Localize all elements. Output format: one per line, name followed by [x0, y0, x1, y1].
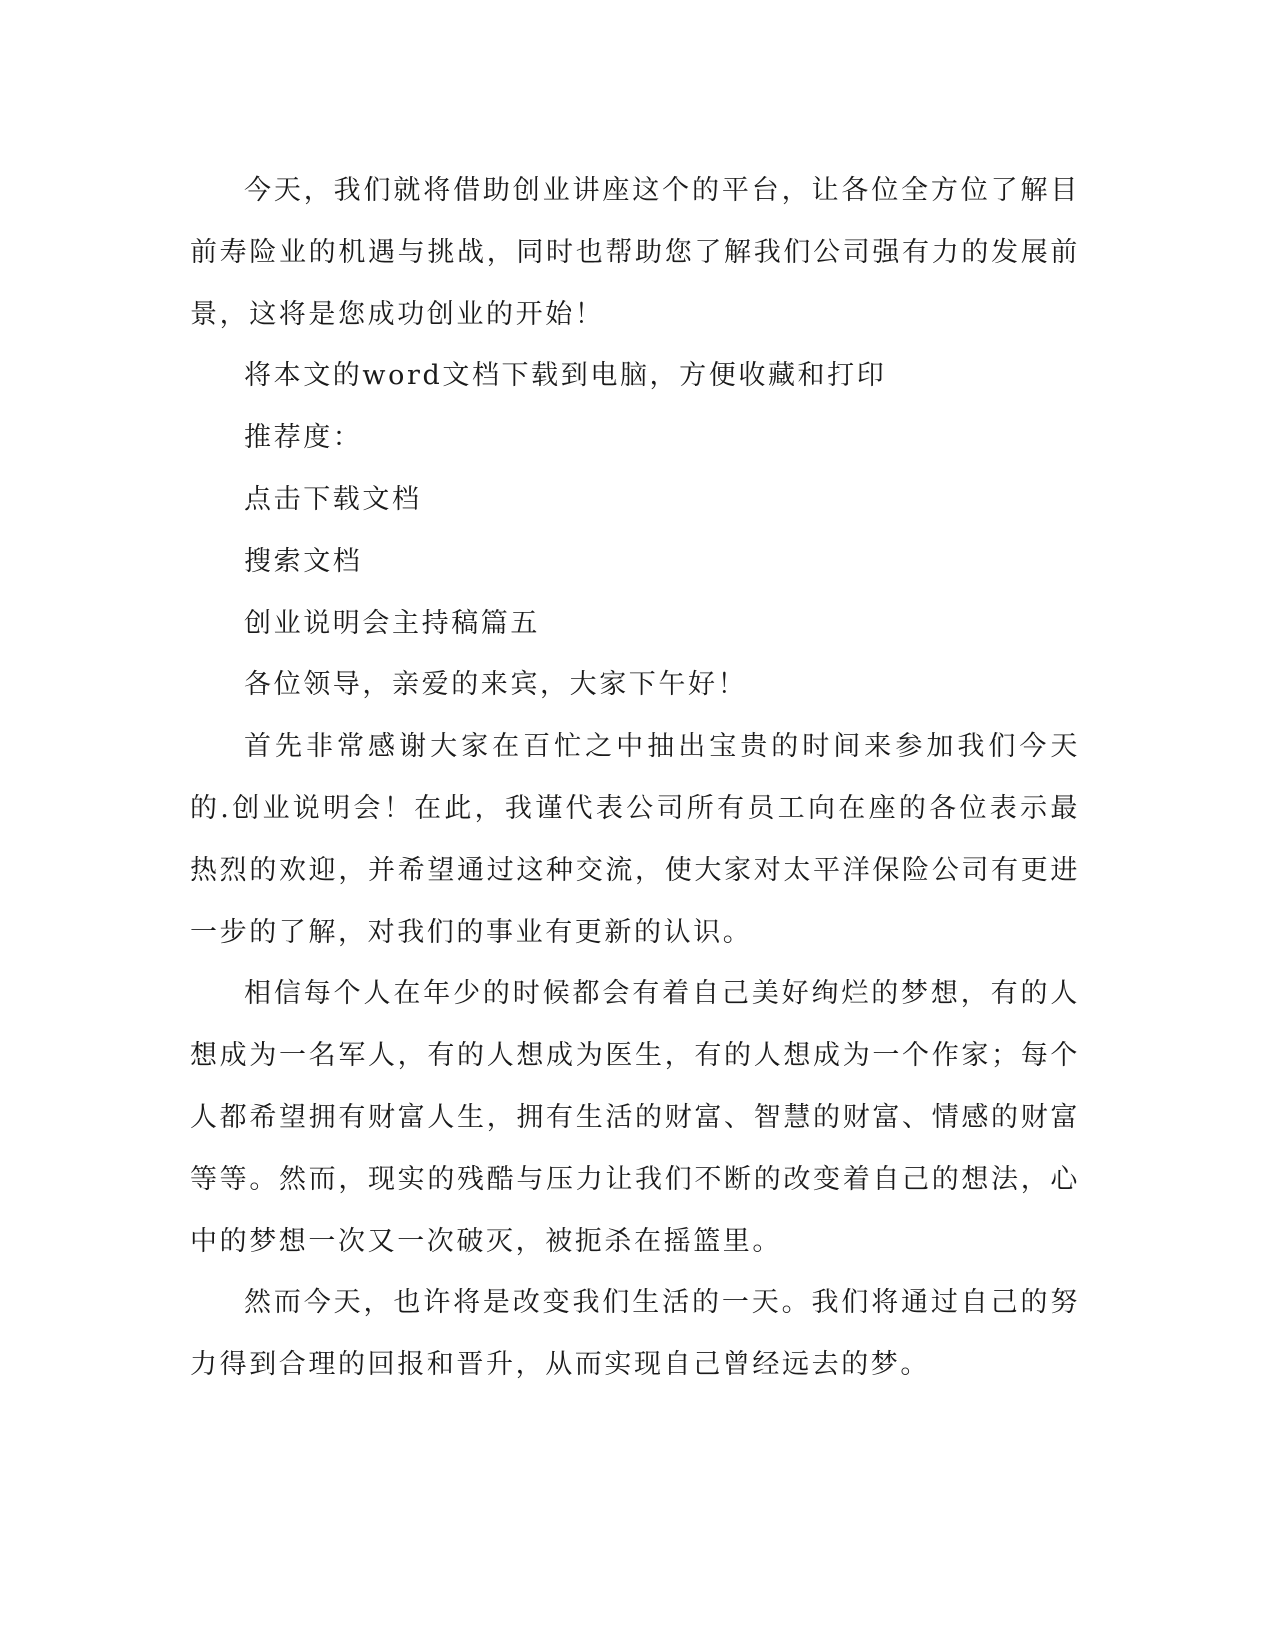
section-heading: 创业说明会主持稿篇五 [244, 607, 540, 639]
paragraph-recommendation: 推荐度： [244, 422, 363, 454]
search-document-link[interactable]: 搜索文档 [244, 545, 363, 577]
download-document-link[interactable]: 点击下载文档 [244, 483, 422, 515]
paragraph-thanks: 首先非常感谢大家在百忙之中抽出宝贵的时间来参加我们今天的.创业说明会！在此，我谨代表公司所有员工向在座的各位表示最热烈的欢迎，并希望通过这种交流，使大家对太平洋保险公司有更进一步的了解，对我们的事业有更新的认识。 [190, 731, 1080, 948]
document-body [190, 160, 1080, 1396]
paragraph-dreams: 相信每个人在年少的时候都会有着自己美好绚烂的梦想，有的人想成为一名军人，有的人想成为医生，有的人想成为一个作家；每个人都希望拥有财富人生，拥有生活的财富、智慧的财富、情感的财富等等。然而，现实的残酷与压力让我们不断的改变着自己的想法，心中的梦想一次又一次破灭，被扼杀在摇篮里。 [190, 978, 1080, 1257]
paragraph-intro: 今天，我们就将借助创业讲座这个的平台，让各位全方位了解目前寿险业的机遇与挑战，同时也帮助您了解我们公司强有力的发展前景，这将是您成功创业的开始！ [190, 175, 1080, 330]
paragraph-download-note: 将本文的word文档下载到电脑，方便收藏和打印 [244, 360, 887, 392]
paragraph-today: 然而今天，也许将是改变我们生活的一天。我们将通过自己的努力得到合理的回报和晋升，从而实现自己曾经远去的梦。 [190, 1287, 1080, 1381]
paragraph-greeting: 各位领导，亲爱的来宾，大家下午好！ [244, 669, 748, 701]
